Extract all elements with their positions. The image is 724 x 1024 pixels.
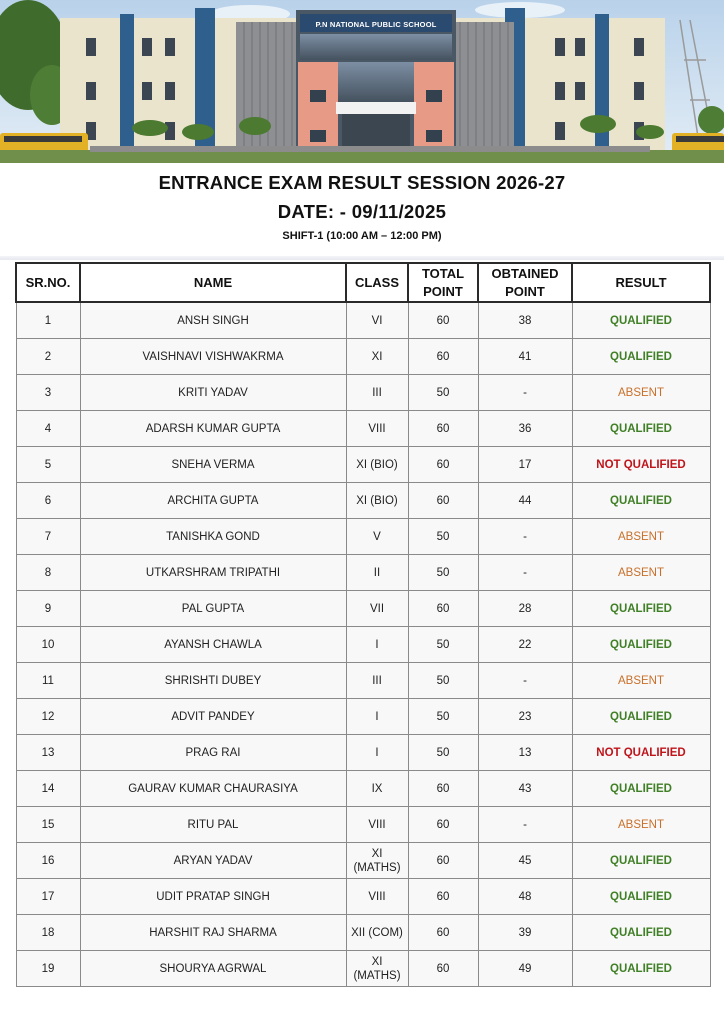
- cell-sr: 9: [16, 591, 80, 627]
- cell-class: VIII: [346, 807, 408, 843]
- cell-obtained: 45: [478, 843, 572, 879]
- cell-result: QUALIFIED: [572, 339, 710, 375]
- cell-result: QUALIFIED: [572, 771, 710, 807]
- cell-name: RITU PAL: [80, 807, 346, 843]
- column-header-text: CLASS: [354, 274, 400, 290]
- cell-total: 60: [408, 843, 478, 879]
- cell-name: UDIT PRATAP SINGH: [80, 879, 346, 915]
- cell-total: 60: [408, 807, 478, 843]
- column-header-text: POINT: [423, 283, 463, 299]
- cell-obtained: 36: [478, 411, 572, 447]
- cell-result: QUALIFIED: [572, 411, 710, 447]
- cell-name: HARSHIT RAJ SHARMA: [80, 915, 346, 951]
- cell-sr: 4: [16, 411, 80, 447]
- cell-class: XI (MATHS): [346, 951, 408, 987]
- table-row: [16, 627, 710, 663]
- cell-name: ANSH SINGH: [80, 302, 346, 339]
- cell-name: PRAG RAI: [80, 735, 346, 771]
- result-header: [0, 168, 724, 246]
- column-header-name: [80, 263, 346, 302]
- cell-obtained: 17: [478, 447, 572, 483]
- cell-name: ARCHITA GUPTA: [80, 483, 346, 519]
- shift-timing: SHIFT-1 (10:00 AM – 12:00 PM): [282, 230, 442, 242]
- cell-name: ADVIT PANDEY: [80, 699, 346, 735]
- table-row: [16, 843, 710, 879]
- cell-class: VI: [346, 302, 408, 339]
- cell-name: KRITI YADAV: [80, 375, 346, 411]
- cell-result: QUALIFIED: [572, 302, 710, 339]
- cell-obtained: 44: [478, 483, 572, 519]
- cell-result: ABSENT: [572, 375, 710, 411]
- cell-class: XI: [346, 339, 408, 375]
- table-row: [16, 915, 710, 951]
- cell-name: SHOURYA AGRWAL: [80, 951, 346, 987]
- cell-total: 50: [408, 663, 478, 699]
- table-row: [16, 951, 710, 987]
- cell-result: NOT QUALIFIED: [572, 735, 710, 771]
- cell-class: VIII: [346, 411, 408, 447]
- cell-total: 50: [408, 555, 478, 591]
- cell-sr: 13: [16, 735, 80, 771]
- table-row: [16, 807, 710, 843]
- column-header-total: [408, 263, 478, 302]
- cell-class: XI (BIO): [346, 483, 408, 519]
- cell-class: IX: [346, 771, 408, 807]
- cell-result: ABSENT: [572, 807, 710, 843]
- cell-result: ABSENT: [572, 519, 710, 555]
- cell-name: PAL GUPTA: [80, 591, 346, 627]
- cell-sr: 2: [16, 339, 80, 375]
- cell-total: 60: [408, 483, 478, 519]
- cell-total: 60: [408, 447, 478, 483]
- column-header-text: TOTAL: [421, 265, 465, 281]
- cell-class: III: [346, 375, 408, 411]
- column-header-text: SR.NO.: [25, 274, 71, 290]
- cell-result: QUALIFIED: [572, 483, 710, 519]
- cell-name: ARYAN YADAV: [80, 843, 346, 879]
- cell-sr: 19: [16, 951, 80, 987]
- cell-name: SNEHA VERMA: [80, 447, 346, 483]
- cell-sr: 14: [16, 771, 80, 807]
- cell-name: SHRISHTI DUBEY: [80, 663, 346, 699]
- cell-total: 50: [408, 375, 478, 411]
- cell-obtained: 22: [478, 627, 572, 663]
- cell-total: 60: [408, 302, 478, 339]
- cell-total: 60: [408, 591, 478, 627]
- cell-total: 50: [408, 627, 478, 663]
- cell-result: ABSENT: [572, 663, 710, 699]
- cell-name: AYANSH CHAWLA: [80, 627, 346, 663]
- cell-result: QUALIFIED: [572, 951, 710, 987]
- cell-sr: 7: [16, 519, 80, 555]
- cell-obtained: -: [478, 375, 572, 411]
- cell-class: I: [346, 699, 408, 735]
- cell-obtained: -: [478, 807, 572, 843]
- cell-sr: 10: [16, 627, 80, 663]
- result-table: [15, 262, 711, 987]
- cell-result: NOT QUALIFIED: [572, 447, 710, 483]
- cell-obtained: 49: [478, 951, 572, 987]
- column-header-sr: [16, 263, 80, 302]
- cell-class: III: [346, 663, 408, 699]
- cell-obtained: 13: [478, 735, 572, 771]
- cell-obtained: -: [478, 663, 572, 699]
- table-row: [16, 771, 710, 807]
- cell-name: GAURAV KUMAR CHAURASIYA: [80, 771, 346, 807]
- column-header-text: POINT: [505, 283, 545, 299]
- cell-total: 60: [408, 879, 478, 915]
- school-sign: P.N NATIONAL PUBLIC SCHOOL: [315, 20, 437, 29]
- cell-sr: 11: [16, 663, 80, 699]
- table-row: [16, 411, 710, 447]
- table-row: [16, 302, 710, 339]
- table-row: [16, 375, 710, 411]
- cell-total: 60: [408, 951, 478, 987]
- cell-result: ABSENT: [572, 555, 710, 591]
- cell-sr: 12: [16, 699, 80, 735]
- cell-sr: 15: [16, 807, 80, 843]
- cell-sr: 1: [16, 302, 80, 339]
- cell-name: UTKARSHRAM TRIPATHI: [80, 555, 346, 591]
- cell-class: II: [346, 555, 408, 591]
- cell-name: ADARSH KUMAR GUPTA: [80, 411, 346, 447]
- table-header-row: [16, 263, 710, 302]
- table-row: [16, 339, 710, 375]
- cell-sr: 5: [16, 447, 80, 483]
- cell-result: QUALIFIED: [572, 915, 710, 951]
- cell-sr: 6: [16, 483, 80, 519]
- cell-total: 60: [408, 339, 478, 375]
- cell-obtained: 48: [478, 879, 572, 915]
- cell-class: XI (MATHS): [346, 843, 408, 879]
- cell-name: VAISHNAVI VISHWAKRMA: [80, 339, 346, 375]
- header-divider: [0, 256, 724, 260]
- column-header-text: OBTAINED: [491, 265, 559, 281]
- cell-result: QUALIFIED: [572, 591, 710, 627]
- table-row: [16, 663, 710, 699]
- column-header-class: [346, 263, 408, 302]
- cell-obtained: 43: [478, 771, 572, 807]
- cell-total: 50: [408, 519, 478, 555]
- cell-total: 60: [408, 771, 478, 807]
- cell-total: 60: [408, 411, 478, 447]
- cell-result: QUALIFIED: [572, 843, 710, 879]
- column-header-result: [572, 263, 710, 302]
- cell-obtained: -: [478, 555, 572, 591]
- column-header-obtained: [478, 263, 572, 302]
- cell-class: I: [346, 735, 408, 771]
- cell-class: VIII: [346, 879, 408, 915]
- cell-class: VII: [346, 591, 408, 627]
- cell-class: XI (BIO): [346, 447, 408, 483]
- table-row: [16, 735, 710, 771]
- table-body: [16, 302, 710, 987]
- cell-obtained: -: [478, 519, 572, 555]
- table-row: [16, 519, 710, 555]
- cell-class: I: [346, 627, 408, 663]
- cell-result: QUALIFIED: [572, 699, 710, 735]
- cell-obtained: 38: [478, 302, 572, 339]
- cell-sr: 17: [16, 879, 80, 915]
- column-header-text: RESULT: [615, 274, 667, 290]
- column-header-text: NAME: [193, 274, 233, 290]
- table-row: [16, 879, 710, 915]
- cell-result: QUALIFIED: [572, 627, 710, 663]
- cell-name: TANISHKA GOND: [80, 519, 346, 555]
- school-building-photo: [0, 0, 724, 163]
- cell-total: 50: [408, 735, 478, 771]
- cell-obtained: 41: [478, 339, 572, 375]
- cell-sr: 3: [16, 375, 80, 411]
- cell-obtained: 23: [478, 699, 572, 735]
- table-row: [16, 699, 710, 735]
- cell-total: 50: [408, 699, 478, 735]
- cell-result: QUALIFIED: [572, 879, 710, 915]
- table-row: [16, 447, 710, 483]
- cell-total: 60: [408, 915, 478, 951]
- cell-class: XII (COM): [346, 915, 408, 951]
- page-title: ENTRANCE EXAM RESULT SESSION 2026-27: [158, 172, 566, 193]
- table-row: [16, 555, 710, 591]
- cell-obtained: 39: [478, 915, 572, 951]
- cell-sr: 8: [16, 555, 80, 591]
- cell-sr: 18: [16, 915, 80, 951]
- table-row: [16, 591, 710, 627]
- cell-class: V: [346, 519, 408, 555]
- cell-sr: 16: [16, 843, 80, 879]
- exam-date: DATE: - 09/11/2025: [277, 201, 447, 222]
- cell-obtained: 28: [478, 591, 572, 627]
- table-row: [16, 483, 710, 519]
